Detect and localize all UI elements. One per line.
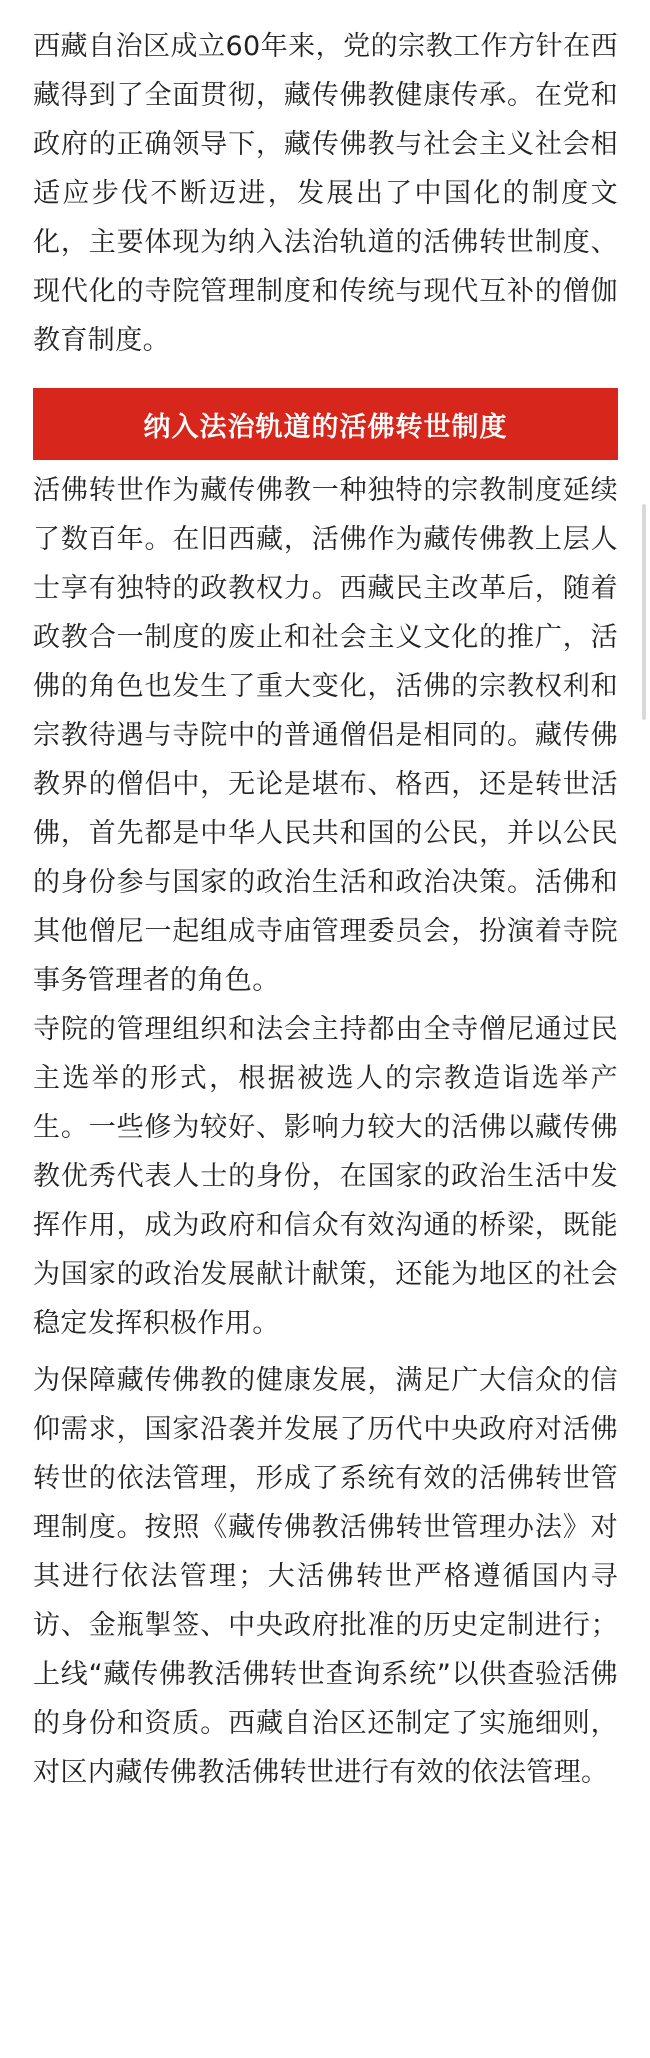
paragraph-reincarnation-law: 为保障藏传佛教的健康发展，满足广大信众的信仰需求，国家沿袭并发展了历代中央政府对活佛转世的依法管理，形成了系统有效的活佛转世管理制度。按照《藏传佛教活佛转世管理办法》对其进行依法管理；大活佛转世严格遵循国内寻访、金瓶掣签、中央政府批准的历史定制进行；上线“藏传佛教活佛转世查询系统”以供查验活佛的身份和资质。西藏自治区还制定了实施细则，对区内藏传佛教活佛转世进行有效的依法管理。 [33,1365,618,1788]
section-title: 纳入法治轨道的活佛转世制度 [143,411,508,443]
article-body [33,22,618,1797]
paragraph-monastery-management: 寺院的管理组织和法会主持都由全寺僧尼通过民主选举的形式，根据被选人的宗教造诣选举产生。一些修为较好、影响力较大的活佛以藏传佛教优秀代表人士的身份，在国家的政治生活中发挥作用，成为政府和信众有效沟通的桥梁，既能为国家的政治发展献计献策，还能为地区的社会稳定发挥积极作用。 [33,1014,618,1339]
intro-paragraph: 西藏自治区成立60年来，党的宗教工作方针在西藏得到了全面贯彻，藏传佛教健康传承。在党和政府的正确领导下，藏传佛教与社会主义社会相适应步伐不断迈进，发展出了中国化的制度文化，主要体现为纳入法治轨道的活佛转世制度、现代化的寺院管理制度和传统与现代互补的僧伽教育制度。 [33,31,618,356]
paragraph-living-buddha-history: 活佛转世作为藏传佛教一种独特的宗教制度延续了数百年。在旧西藏，活佛作为藏传佛教上层人士享有独特的政教权力。西藏民主改革后，随着政教合一制度的废止和社会主义文化的推广，活佛的角色也发生了重大变化，活佛的宗教权利和宗教待遇与寺院中的普通僧侣是相同的。藏传佛教界的僧侣中，无论是堪布、格西，还是转世活佛，首先都是中华人民共和国的公民，并以公民的身份参与国家的政治生活和政治决策。活佛和其他僧尼一起组成寺庙管理委员会，扮演着寺院事务管理者的角色。 [33,475,618,996]
scrollbar-thumb[interactable] [642,504,646,720]
section-title-banner [33,388,618,460]
